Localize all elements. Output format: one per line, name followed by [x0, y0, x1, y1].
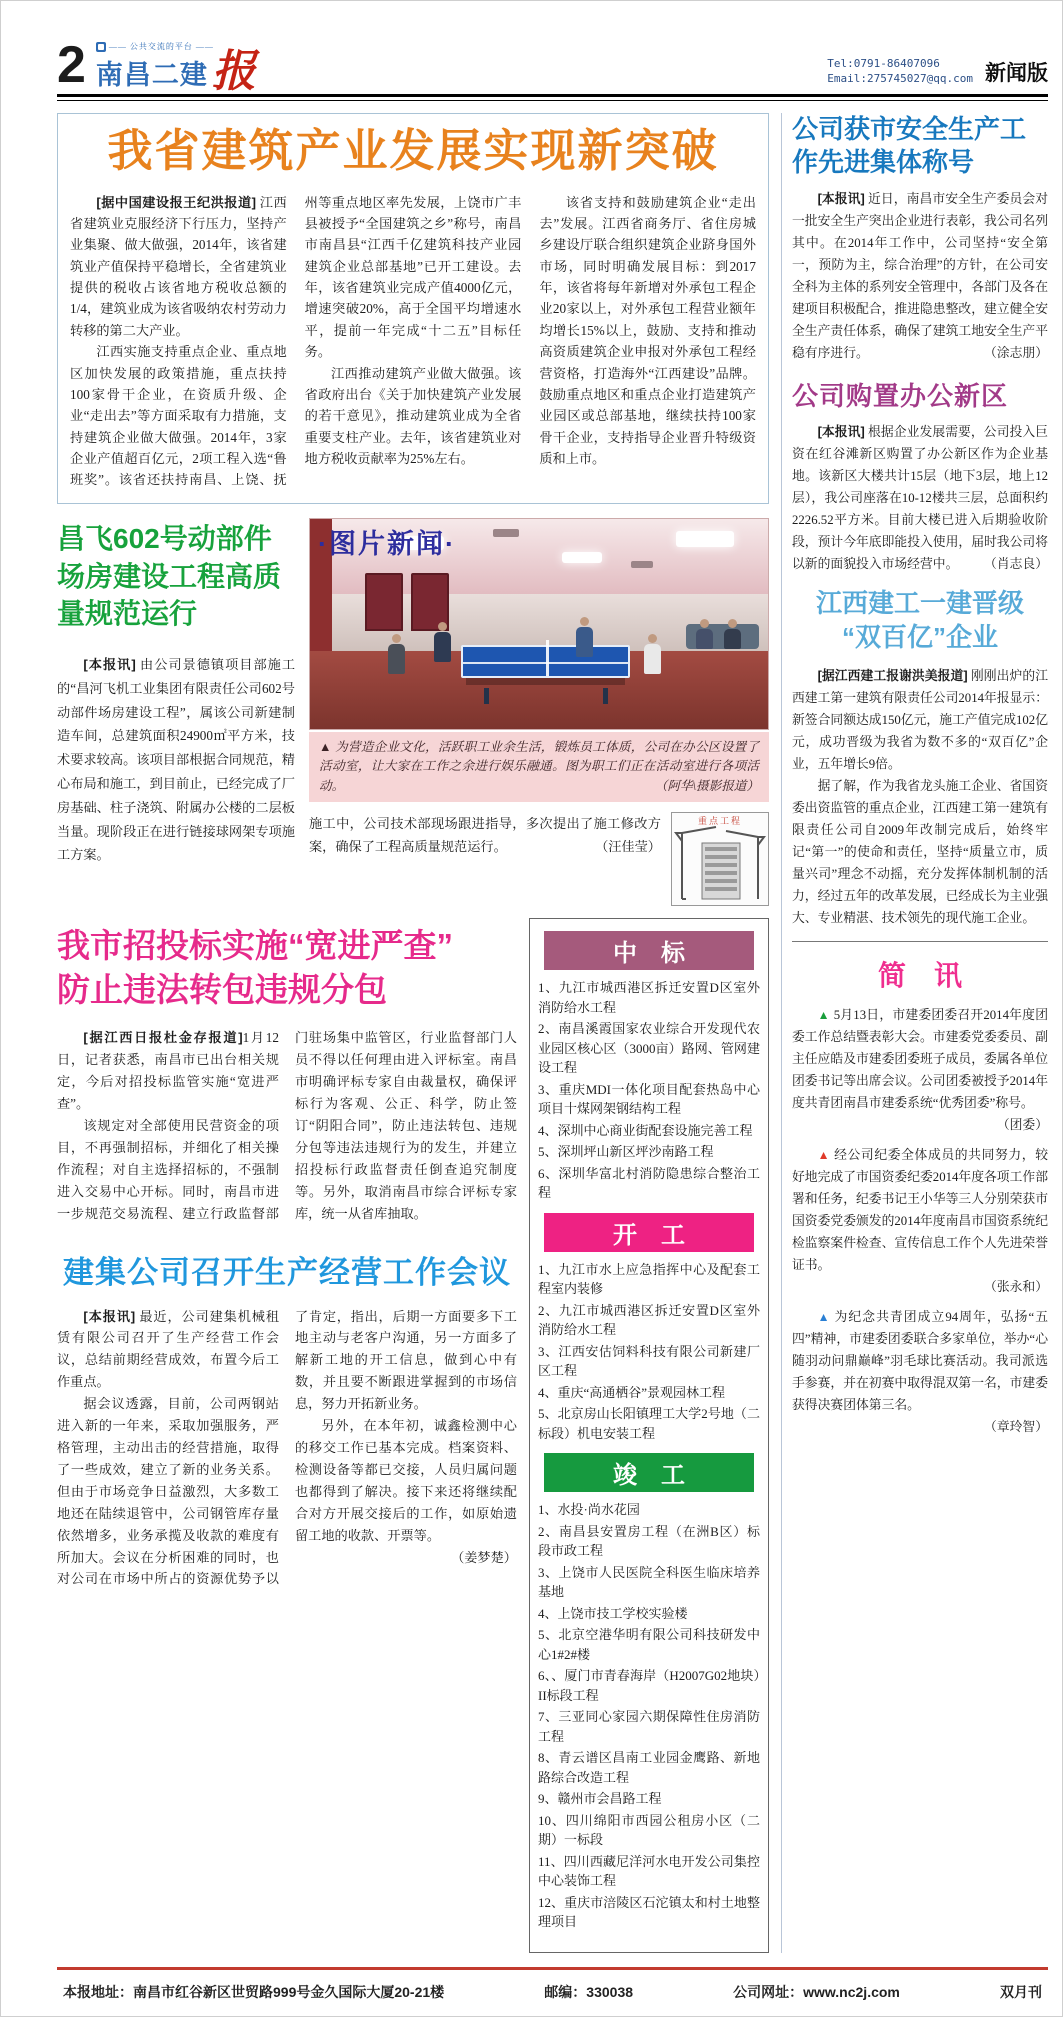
footer-row [57, 1970, 1048, 2006]
project-lists [529, 918, 769, 1953]
completed-list [538, 1500, 760, 1932]
list-item: 4、深圳中心商业街配套设施完善工程 [538, 1122, 753, 1138]
tel-text: Tel:0791-86407096 [827, 57, 940, 71]
ceiling-vent [493, 529, 519, 537]
list-item: 10、四川绵阳市西园公租房小区（二期）一标段 [538, 1812, 760, 1848]
page-header [57, 15, 1048, 96]
email-text: Email:275745027@qq.com [827, 72, 973, 86]
lead-body [70, 192, 756, 491]
photo-door [365, 573, 403, 631]
list-item: 4、重庆“高通栖谷”景观园林工程 [538, 1384, 726, 1400]
masthead [95, 41, 256, 96]
activity-room-photo [309, 518, 769, 730]
list-item: 3、江西安估饲料科技有限公司新建厂区工程 [538, 1343, 760, 1379]
reporter-tag: [据江西建工报谢洪美报道] [817, 667, 968, 683]
changfei-headline: 昌飞602号动部件场房建设工程高质量规范运行 [57, 522, 282, 630]
lead-paragraph: [据中国建设报王纪洪报道] 江西省建筑业克服经济下行压力，坚持产业集聚、做大做强，2014年，该省建筑业产值保持平稳增长，全省建筑业提供的税收占该省地方税收总额的1/4，建筑业成为该省吸纳农村劳动力转移的第二大产业。 [70, 194, 287, 338]
article-safety-award [792, 113, 1048, 364]
jianji-paragraph: 据会议透露，目前，公司两钢站进入新的一年来，采取加强服务，严格管理，主动出击的经营措施，取得了一些成效，建立了新的业务关系。但由于市场竞争日益激烈，大多数工地还在陆续退管中，公司钢管库存量依然增多，业务承揽及收款的难度有所加大。会议在分析困难的同时，也对公司在市场中所占的资源优势予以了肯定，指出，后期一方面要多下工地主动与老客户沟通，另一方面多了解新工地的开工信息，做到心中有数，并且要不断跟进掌握到的市场信息，努力开拓新业务。 [57, 1308, 517, 1587]
table-net [546, 640, 549, 676]
masthead-suffix: 报 [211, 46, 256, 96]
footer-website: 公司网址：www.nc2j.com [733, 1983, 900, 2000]
list-item: 8、青云谱区昌南工业园金鹰路、新地路综合改造工程 [538, 1750, 760, 1785]
list-header-completed: 竣 工 [544, 1453, 754, 1492]
list-item: 2、九江市城西港区拆迁安置D区室外消防给水工程 [538, 1302, 760, 1338]
masthead-group [57, 36, 256, 96]
masthead-name: 南昌二建 [95, 60, 208, 90]
player-silhouette [576, 627, 593, 657]
bidding-headline: 我市招投标实施“宽进严查” 防止违法转包违规分包 [57, 927, 453, 1008]
reporter-tag: [本报讯] [817, 424, 865, 439]
brief-byline: （团委） [996, 1117, 1048, 1132]
changfei-paragraph: [本报讯] 由公司景德镇项目部施工的“昌河飞机工业集团有限责任公司602号动部件场房建设工程”，属该公司新建制造车间，总建筑面积24900㎡平方米，技术要求较高。该项目部根据合同规范，精心布局和施工，到目前止，已经完成了厂房基础、柱子浇筑、附属办公楼的二层板当量。现阶段正在进行链接球网架专项施工方案。 [57, 657, 296, 863]
list-item: 3、上饶市人民医院全科医生临床培养基地 [538, 1564, 760, 1600]
shuangbaiyi-paragraph: [据江西建工报谢洪美报道] 刚刚出炉的江西建工第一建筑有限责任公司2014年报显示：新签合同额达成150亿元，施工产值完成102亿元，成功晋级为我省为数不多的“双百亿”企业，五年增长9倍。 [792, 667, 1048, 771]
jianji-byline: （姜梦楚） [451, 1549, 517, 1565]
bidding-body [57, 1027, 517, 1224]
player-silhouette [644, 644, 661, 674]
page-number: 2 [57, 36, 86, 95]
office-paragraph: [本报讯] 根据企业发展需要，公司投入巨资在红谷滩新区购置了办公新区作为企业基地。该新区大楼共计15层（地下3层，地上12层），我公司座落在10-12楼共三层，总面积约2226.52平方米。目前大楼已进入后期验收阶段，预计今年底即能投入使用，届时我公司将以新的面貌投入市场经营中。 （肖志良） [792, 421, 1048, 575]
brief-byline: （张永和） [984, 1279, 1048, 1294]
list-header-started: 开 工 [544, 1213, 754, 1252]
article-shuangbaiyi [792, 587, 1048, 929]
list-item: 1、水投·尚水花园 [538, 1502, 640, 1518]
shuangbaiyi-headline: 江西建工一建晋级 “双百亿”企业 [815, 588, 1024, 652]
spectator-silhouette [724, 629, 741, 649]
shuangbaiyi-paragraph: 据了解，作为我省龙头施工企业、省国资委出资监管的重点企业，江西建工第一建筑有限责任公司自2009年改制完成后，始终牢记“第一”的使命和责任，坚持“质量立市，质量兴司”理念不动摇，充分发挥体制机制的活力，经过五年的改革发展，已经成长为主业强大、专业精湛、技术领先的现代施工企业。 [792, 778, 1048, 925]
jianji-paragraph: 另外，在本年初，诚鑫检测中心的移交工作已基本完成。档案资料、检测设备等都已交接，人员归属问题也都得到了解决。接下来还将继续配合对方开展交接后的工作，如原始遗留工地的收款、开票等。 （姜梦楚） [295, 1415, 517, 1546]
safety-byline: （涂志朋） [984, 346, 1048, 360]
list-item: 2、南昌县安置房工程（在洲B区）标段市政工程 [538, 1523, 760, 1559]
caption-text: ▲ 为营造企业文化，活跃职工业余生活，锻炼员工体质，公司在办公区设置了活动室，让大家在工作之余进行娱乐融通。图为职工们正在活动室进行各项活动。 [319, 739, 759, 793]
office-headline: 公司购置办公新区 [792, 381, 1009, 411]
list-header-won-bid: 中 标 [544, 931, 754, 970]
list-item: 12、重庆市涪陵区石沱镇太和村土地整理项目 [538, 1894, 760, 1930]
list-item: 1、九江市水上应急指挥中心及配套工程室内装修 [538, 1261, 760, 1297]
jianji-paragraph: [本报讯] 最近，公司建集机械租赁有限公司召开了生产经营工作会议，总结前期经营成效，布置今后工作重点。 [57, 1308, 279, 1390]
briefs-headline: 简 讯 [877, 959, 962, 991]
list-item: 6、深圳华富北村消防隐患综合整治工程 [538, 1165, 760, 1201]
footer-address: 本报地址：南昌市红谷新区世贸路999号金久国际大厦20-21楼 [63, 1983, 445, 2000]
masthead-platform-text: —— 公共交流的平台 —— [108, 41, 214, 51]
player-silhouette [388, 644, 405, 674]
article-changfei [57, 518, 295, 907]
contact-block [827, 57, 973, 87]
jianji-body [57, 1306, 517, 1591]
triangle-marker-icon: ▲ [817, 1147, 831, 1162]
footer-postcode: 邮编：330038 [544, 1983, 634, 2000]
list-item: 5、深圳坪山新区坪沙南路工程 [538, 1144, 714, 1160]
lower-left-column [57, 918, 517, 1953]
reporter-tag: [本报讯] [83, 1308, 136, 1324]
list-item: 4、上饶市技工学校实验楼 [538, 1605, 688, 1621]
content-area [57, 113, 1048, 1953]
triangle-marker-icon: ▲ [817, 1309, 831, 1324]
bidding-paragraph: 该规定对全部使用民营资金的项目，不再强制招标，并细化了相关操作流程；对自主选择招标的，不强制进入交易中心开标。同时，南昌市进一步规范交易流程、建立行政监督部门驻场集中监管区，行业监督部门人员不得以任何理由进入评标室。南昌市明确评标专家自由裁量权，确保评标行为客观、公正、科学，防止签订“阴阳合同”，防止违法转包、违规分包等违法违规行为的发生，并建立招投标行政监督责任倒查追究制度等。另外，取消南昌市综合评标专家库，统一从省库抽取。 [57, 1030, 517, 1221]
bidding-paragraph: [据江西日报杜金存报道]1月12日，记者获悉，南昌市已出台相关规定，今后对招投标监管实施“宽进严查”。 [57, 1030, 279, 1112]
safety-headline: 公司获市安全生产工作先进集体称号 [792, 114, 1027, 177]
list-item: 6、、厦门市青春海岸（H2007G02地块）II标段工程 [538, 1668, 760, 1703]
brief-item: ▲ 经公司纪委全体成员的共同努力，较好地完成了市国资委纪委2014年度各项工作部署和任务，纪委书记王小华等三人分别荣获市国资委党委颁发的2014年度南昌市国资系统纪检监察案件检查、宣传信息工作个人先进荣誉证书。 （张永和） [792, 1144, 1048, 1298]
article-bidding [57, 924, 517, 1224]
right-column [781, 113, 1048, 1953]
header-right [827, 57, 1048, 89]
reporter-tag: [本报讯] [83, 657, 136, 673]
ceiling-light [562, 552, 602, 563]
middle-row [57, 518, 769, 907]
clipart-label: 重点工程 [697, 816, 742, 827]
list-item: 9、赣州市会昌路工程 [538, 1791, 662, 1807]
changfei-byline: （汪佳莹） [595, 839, 661, 855]
list-item: 11、四川西藏尼洋河水电开发公司集控中心装饰工程 [538, 1853, 760, 1889]
started-list [538, 1260, 760, 1444]
masthead-logo-icon [96, 42, 106, 52]
won-bid-list [538, 978, 760, 1203]
reporter-tag: [本报讯] [817, 191, 865, 206]
player-silhouette [434, 632, 451, 662]
main-column [57, 113, 769, 1953]
ping-pong-table [461, 645, 630, 678]
changfei-continuation: 施工中，公司技术部现场跟进指导，多次提出了施工修改方案，确保了工程高质量规范运行。 （汪佳莹） [309, 812, 661, 858]
safety-paragraph: [本报讯] 近日，南昌市安全生产委员会对一批安全生产突出企业进行表彰，我公司名列其中。在2014年工作中，公司坚持“安全第一，预防为主，综合治理”的方针，在公司安全科为主体的系列安全管理中，各部门及各在建项目积极配合，推进隐患整改，建立健全安全生产责任体系，确保了建筑工地安全生产平稳有序进行。 （涂志朋） [792, 188, 1048, 364]
key-project-clipart [671, 812, 769, 906]
photo-caption [309, 732, 769, 803]
footer-issue: 双月刊 [1000, 1983, 1042, 2000]
lead-headline: 我省建筑产业发展实现新突破 [107, 125, 719, 176]
article-jianji [57, 1247, 517, 1591]
ceiling-light [676, 531, 734, 547]
lower-row [57, 918, 769, 1953]
list-item: 2、南昌溪霞国家农业综合开发现代农业园区核心区（3000亩）路网、管网建设工程 [538, 1021, 760, 1076]
list-item: 1、九江市城西港区拆迁安置D区室外消防给水工程 [538, 980, 760, 1015]
changfei-continuation-row [309, 812, 769, 906]
lead-paragraph: 江西实施支持重点企业、重点地区加快发展的政策措施，重点扶持100家骨干企业，在资质升级、企业“走出去”等方面采取有力措施，支持建筑企业做大做强。2014年，3家企业产值超百亿元，2项工程入选“鲁班奖”。该省还扶持南昌、上饶、抚州等重点地区率先发展，上饶市广丰县被授予“全国建筑之乡”称号，南昌市南昌县“江西千亿建筑科技产业园建筑企业总部基地”已开工建设。去年，该省建筑业完成产值4000亿元，增速突破20%，高于全国平均增速水平，提前一年完成“十二五”目标任务。 [70, 194, 522, 488]
photo-news-label: ·图片新闻· [318, 528, 456, 559]
photo-news-block [309, 518, 769, 907]
article-lead [57, 113, 769, 504]
spectator-silhouette [696, 629, 713, 649]
table-leg [603, 688, 608, 704]
ceiling-vent [631, 561, 653, 568]
list-item: 7、三亚同心家园六期保障性住房消防工程 [538, 1709, 760, 1744]
triangle-marker-icon: ▲ [817, 1007, 830, 1022]
reporter-tag: [据中国建设报王纪洪报道] [96, 194, 257, 210]
photo-credit: （阿华\摄影报道） [654, 778, 759, 793]
brief-byline: （章玲智） [984, 1419, 1048, 1434]
brief-item: ▲ 5月13日，市建委团委召开2014年度团委工作总结暨表彰大会。市建委党委委员、副主任应皓及市建委团委班子成员，委属各单位团委书记等出席会议。公司团委被授予2014年度共青团南昌市建委系统“优秀团委”称号。 （团委） [792, 1004, 1048, 1136]
lead-paragraph: 该省支持和鼓励建筑企业“走出去”发展。江西省商务厅、省住房城乡建设厅联合组织建筑企业跻身国外市场，同时明确发展目标：到2017年，该省将每年新增对外承包工程企业20家以上，对外承包工程营业额年均增长15%以上，鼓励、支持和推动高资质建筑企业申报对外承包工程经营资格，打造海外“江西建设”品牌。鼓励重点地区和重点企业打造建筑产业园区或总部基地，继续扶持100家骨干企业，支持指导企业晋升特级资质和上市。 [539, 194, 756, 466]
office-byline: （肖志良） [984, 557, 1048, 571]
brief-item: ▲ 为纪念共青团成立94周年，弘扬“五四”精神，市建委团委联合多家单位，举办“心随羽动问鼎巅峰”羽毛球比赛活动。我司派选手参赛，并在初赛中取得混双第一名，市建委获得决赛团体第三名。 （章玲智） [792, 1306, 1048, 1438]
list-item: 3、重庆MDI一体化项目配套热岛中心项目十煤网架钢结构工程 [538, 1081, 760, 1117]
jianji-headline: 建集公司召开生产经营工作会议 [63, 1254, 511, 1290]
list-item: 5、北京房山长阳镇理工大学2号地（二标段）机电安装工程 [538, 1406, 760, 1441]
briefs-section [792, 941, 1048, 1438]
lead-paragraph: 江西推动建筑产业做大做强。该省政府出台《关于加快建筑产业发展的若干意见》，推动建筑业成为全省重要支柱产业。去年，该省建筑业对地方税收贡献率为25%左右。 [304, 365, 522, 466]
page-footer [57, 1967, 1048, 2006]
reporter-tag: [据江西日报杜金存报道] [83, 1030, 243, 1046]
article-new-office [792, 376, 1048, 575]
edition-label: 新闻版 [985, 62, 1048, 85]
table-leg [484, 688, 489, 704]
header-rule [57, 94, 1048, 101]
list-item: 5、北京空港华明有限公司科技研发中心1#2#楼 [538, 1627, 760, 1662]
